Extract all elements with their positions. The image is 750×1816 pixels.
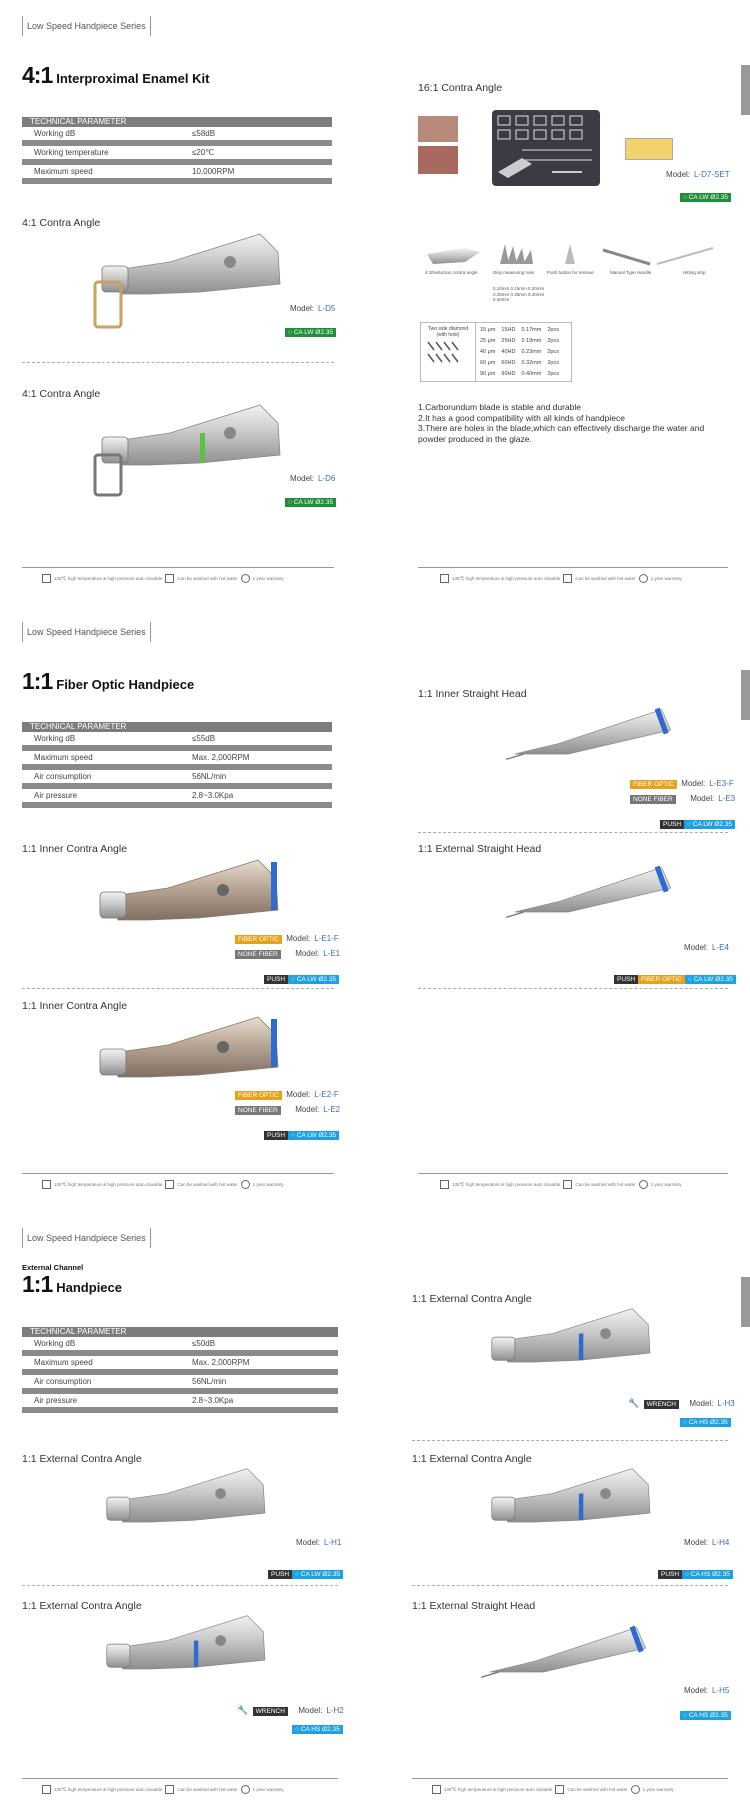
clinical-photo xyxy=(418,116,458,142)
wash-icon xyxy=(555,1785,564,1794)
badge-row: PUSH ○ CA LW Ø2.35 xyxy=(264,968,339,986)
autoclave-icon xyxy=(440,1180,449,1189)
autoclave-icon xyxy=(440,574,449,583)
param-row: Air pressure 2.8~3.0Kpa xyxy=(34,791,234,800)
handpiece-image xyxy=(95,1458,275,1538)
model-label: Model: L-D7-SET xyxy=(666,170,730,179)
param-row: Maximum speed 10,000RPM xyxy=(34,167,235,176)
wash-icon xyxy=(165,1785,174,1794)
clinical-photo xyxy=(418,146,458,174)
model-row: FIBER OPTIC Model: L-E1-F xyxy=(235,928,339,946)
footer-icons: 135℃ high temperature & high pressure auto clavable Can be washed with hot water 1 year warranty xyxy=(42,1785,284,1794)
param-row: Working dB ≤58dB xyxy=(34,129,216,138)
handpiece-image xyxy=(480,1298,660,1378)
product-title: 1:1 Inner Straight Head xyxy=(418,688,527,700)
ca-badge: ○ CA LW Ø2.35 xyxy=(680,193,731,202)
param-row: Air consumption 56NL/min xyxy=(34,1377,227,1386)
model-row: NONE FIBER Model: L-E2 xyxy=(235,1099,340,1117)
footer-icons: 135℃ high temperature & high pressure auto clavable Can be washed with hot water 1 year warranty xyxy=(440,574,682,583)
page3-title-text: Handpiece xyxy=(56,1280,122,1295)
model-row: FIBER OPTIC Model: L-E2-F xyxy=(235,1084,339,1102)
page1-title-text: Interproximal Enamel Kit xyxy=(56,71,210,86)
model-label: Model: L-H5 xyxy=(684,1686,730,1695)
page3-pretitle: External Channel xyxy=(22,1263,84,1272)
model-row: 🔧 WRENCH Model: L-H3 xyxy=(628,1398,735,1408)
param-row: Maximum speed Max. 2,000RPM xyxy=(34,753,250,762)
page1-title xyxy=(22,62,209,89)
handpiece-image xyxy=(95,1605,275,1685)
warranty-icon xyxy=(241,1785,250,1794)
product-title: 1:1 External Straight Head xyxy=(412,1600,536,1612)
param-row: Air pressure 2.8~3.0Kpa xyxy=(34,1396,234,1405)
blade-box-image xyxy=(625,138,673,160)
table-row: 60 μm 60HD 0.32mm 2pcs xyxy=(480,360,559,366)
ca-badge: ○ CA LW Ø2.35 xyxy=(285,498,336,507)
badge-row: PUSH ○ CA LW Ø2.35 xyxy=(268,1563,343,1581)
product-title: 1:1 Inner Contra Angle xyxy=(22,843,128,855)
table-row: 25 μm 25HD 0.19mm 2pcs xyxy=(480,338,559,344)
side-tab xyxy=(741,65,750,115)
series-label: Low Speed Handpiece Series xyxy=(22,16,151,36)
product-title: 4:1 Contra Angle xyxy=(22,388,101,400)
page2-title-text: Fiber Optic Handpiece xyxy=(56,677,195,692)
wrench-icon: 🔧 xyxy=(628,1398,640,1408)
autoclave-icon xyxy=(432,1785,441,1794)
handpiece-image xyxy=(470,1608,670,1688)
tech-parameter-table xyxy=(22,722,332,808)
diamond-table xyxy=(420,322,572,382)
wash-icon xyxy=(165,574,174,583)
warranty-icon xyxy=(639,574,648,583)
tech-parameter-table xyxy=(22,117,332,184)
warranty-icon xyxy=(241,574,250,583)
page3-title-num: 1:1 xyxy=(22,1271,53,1297)
handpiece-image xyxy=(505,848,685,928)
tech-header: TECHNICAL PARAMETER xyxy=(22,117,332,127)
side-tab xyxy=(741,670,750,720)
product-title: 4:1 Contra Angle xyxy=(22,217,101,229)
diamond-label: Two side diamond (with hole) xyxy=(421,323,476,381)
table-row: 90 μm 90HD 0.40mm 2pcs xyxy=(480,371,559,377)
page2-title-num: 1:1 xyxy=(22,668,53,694)
ca-badge: ○ CA LW Ø2.35 xyxy=(285,328,336,337)
product-title: 1:1 External Contra Angle xyxy=(22,1600,142,1612)
handpiece-image xyxy=(505,690,685,770)
tech-header: TECHNICAL PARAMETER xyxy=(22,722,332,732)
product-title: 1:1 Inner Contra Angle xyxy=(22,1000,128,1012)
product-title: 1:1 External Contra Angle xyxy=(22,1453,142,1465)
param-row: Working temperature ≤20℃ xyxy=(34,148,215,157)
tech-header: TECHNICAL PARAMETER xyxy=(22,1327,338,1337)
wash-icon xyxy=(165,1180,174,1189)
ca-badge: ○ CA HS Ø2.35 xyxy=(292,1725,343,1734)
handpiece-image xyxy=(480,1458,660,1538)
footer-icons: 135℃ high temperature & high pressure auto clavable Can be washed with hot water 1 year warranty xyxy=(432,1785,674,1794)
series-label: Low Speed Handpiece Series xyxy=(22,1228,151,1248)
autoclave-icon xyxy=(42,1180,51,1189)
model-label: Model: L-H4 xyxy=(684,1538,730,1547)
ca-badge: ○ CA HS Ø2.35 xyxy=(680,1711,731,1720)
tech-parameter-table xyxy=(22,1327,338,1413)
sizes-note: 0.10mm 0.15mm 0.20mm 0.25mm 0.30mm 0.40mm 0.50mm xyxy=(493,286,545,302)
product-title: 1:1 External Straight Head xyxy=(418,843,542,855)
param-row: Air consumption 56NL/min xyxy=(34,772,227,781)
diamond-table-rows xyxy=(476,323,571,381)
warranty-icon xyxy=(639,1180,648,1189)
features-list: 1.Carborundum blade is stable and durable 2.It has a good compatibility with all kinds of handpiece 3.There are holes in the blade,which can effectively discharge the water and powder produced in the glaze. xyxy=(418,402,705,444)
badge-row: PUSH ○ CA LW Ø2.35 xyxy=(660,813,735,831)
warranty-icon xyxy=(631,1785,640,1794)
param-row: Maximum speed Max. 2,000RPM xyxy=(34,1358,250,1367)
wrench-icon: 🔧 xyxy=(237,1705,249,1715)
page2-title xyxy=(22,668,194,695)
product-title: 1:1 External Contra Angle xyxy=(412,1293,532,1305)
wash-icon xyxy=(563,574,572,583)
handpiece-image xyxy=(88,1005,288,1095)
footer-icons: 135℃ high temperature & high pressure auto clavable Can be washed with hot water 1 year warranty xyxy=(42,574,284,583)
warranty-icon xyxy=(241,1180,250,1189)
series-label: Low Speed Handpiece Series xyxy=(22,622,151,642)
ca-badge: ○ CA HS Ø2.35 xyxy=(680,1418,731,1427)
page1-title-num: 4:1 xyxy=(22,62,53,88)
badge-row: PUSH FIBER OPTIC ○ CA LW Ø2.35 xyxy=(614,968,736,986)
product-title: 1:1 External Contra Angle xyxy=(412,1453,532,1465)
model-row: FIBER OPTIC Model: L-E3-F xyxy=(630,773,734,791)
badge-row: PUSH ○ CA LW Ø2.35 xyxy=(264,1124,339,1142)
kit-parts-image xyxy=(425,240,715,270)
table-row: 15 μm 15HD 0.17mm 2pcs xyxy=(480,327,559,333)
model-row: NONE FIBER Model: L-E3 xyxy=(630,788,735,806)
autoclave-icon xyxy=(42,1785,51,1794)
footer-icons: 135℃ high temperature & high pressure auto clavable Can be washed with hot water 1 year warranty xyxy=(440,1180,682,1189)
model-label: Model: L-D6 xyxy=(290,474,336,483)
handpiece-image xyxy=(90,222,290,332)
product-title: 16:1 Contra Angle xyxy=(418,82,503,94)
badge-row: PUSH ○ CA HS Ø2.35 xyxy=(658,1563,733,1581)
model-label: Model: L-H1 xyxy=(296,1538,342,1547)
model-row: NONE FIBER Model: L-E1 xyxy=(235,943,340,961)
side-tab xyxy=(741,1277,750,1327)
model-row: 🔧 WRENCH Model: L-H2 xyxy=(237,1705,344,1715)
page3-title xyxy=(22,1271,122,1298)
wash-icon xyxy=(563,1180,572,1189)
param-row: Working dB ≤55dB xyxy=(34,734,216,743)
handpiece-image xyxy=(88,848,288,938)
footer-icons: 135℃ high temperature & high pressure auto clavable Can be washed with hot water 1 year warranty xyxy=(42,1180,284,1189)
autoclave-icon xyxy=(42,574,51,583)
model-label: Model: L-E4 xyxy=(684,943,729,952)
kit-case-image xyxy=(492,110,600,186)
blade-strips-image xyxy=(424,338,469,366)
handpiece-image xyxy=(90,393,290,503)
model-label: Model: L-D5 xyxy=(290,304,336,313)
table-row: 40 μm 40HD 0.23mm 2pcs xyxy=(480,349,559,355)
param-row: Working dB ≤50dB xyxy=(34,1339,216,1348)
